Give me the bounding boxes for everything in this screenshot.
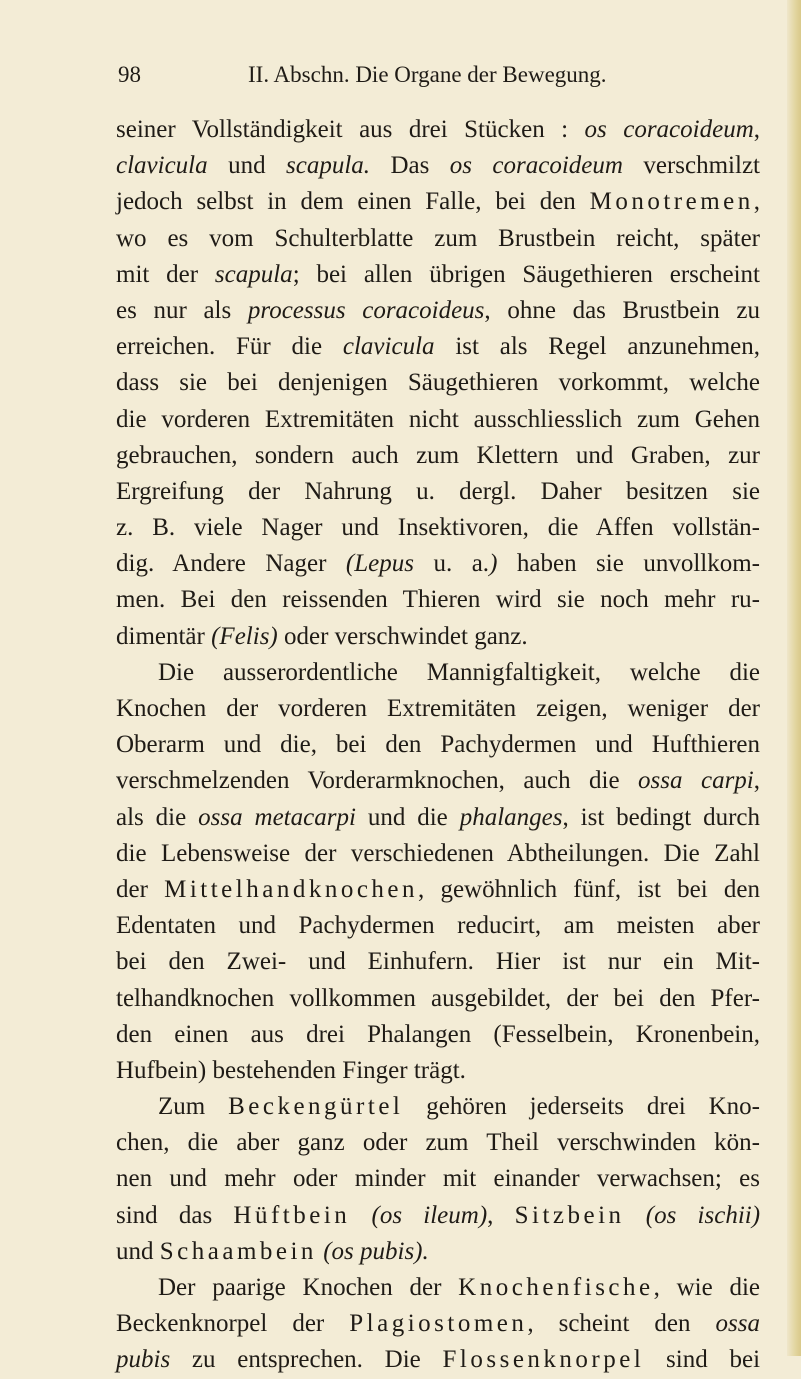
text-line bbox=[116, 510, 760, 546]
text-run: , wie die bbox=[653, 1274, 760, 1301]
text-line bbox=[116, 1125, 760, 1161]
italic-term: (Lepus bbox=[345, 550, 414, 578]
text-line bbox=[116, 1306, 760, 1342]
text-run: Die ausserordentliche Mannigfaltigkeit, welche die bbox=[158, 658, 760, 686]
text-line bbox=[116, 148, 760, 184]
text-run: ; bei allen übrigen Säugethieren erscheint bbox=[292, 260, 760, 288]
page-number: 98 bbox=[118, 62, 141, 87]
text-run: z. B. viele Nager und Insektivoren, die Affen vollstän- bbox=[116, 514, 760, 542]
text-line bbox=[116, 1342, 760, 1378]
text-run: jedoch selbst in dem einen Falle, bei den bbox=[116, 188, 590, 216]
text-run: Zum bbox=[158, 1093, 229, 1121]
italic-term: pubis bbox=[116, 1346, 171, 1374]
text-run: dass sie bei denjenigen Säugethieren vorkommt, welche bbox=[116, 369, 760, 397]
italic-term: phalanges bbox=[459, 803, 563, 831]
text-line bbox=[116, 1270, 760, 1306]
text-run: dimentär bbox=[116, 622, 212, 650]
text-run: Der paarige Knochen der bbox=[158, 1274, 459, 1301]
text-run: , ohne das Brustbein zu bbox=[484, 296, 761, 324]
text-run: nen und mehr oder minder mit einander verwachsen; es bbox=[116, 1165, 760, 1193]
text-run: bei den Zwei- und Einhufern. Hier ist nur ein Mit- bbox=[116, 948, 760, 976]
italic-term: (Felis) bbox=[211, 622, 278, 650]
spaced-term: Hüftbein bbox=[233, 1201, 351, 1229]
text-run: verschmelzenden Vorderarmknochen, auch die bbox=[116, 767, 639, 795]
text-run: die Lebensweise der verschiedenen Abtheilungen. Die Zahl bbox=[116, 839, 760, 867]
body-text bbox=[116, 112, 760, 1379]
spaced-term: Monotremen bbox=[589, 188, 754, 216]
text-run bbox=[350, 1202, 371, 1229]
italic-term: os coracoideum bbox=[449, 152, 623, 180]
text-run: , scheint den bbox=[527, 1310, 716, 1338]
text-run: Hufbein) bestehenden Finger trägt. bbox=[116, 1056, 466, 1084]
text-run: und die bbox=[355, 803, 460, 831]
text-line bbox=[116, 474, 760, 510]
spaced-term: Knochenfische bbox=[458, 1274, 654, 1301]
text-run: mit der bbox=[116, 260, 215, 288]
text-run: Edentaten und Pachydermen reducirt, am meisten aber bbox=[116, 912, 760, 940]
text-line bbox=[116, 402, 760, 438]
text-run: , bbox=[753, 116, 760, 143]
text-line bbox=[116, 257, 760, 293]
text-run: erreichen. Für die bbox=[116, 333, 343, 361]
text-run: , bbox=[753, 767, 760, 795]
text-line bbox=[116, 329, 760, 365]
spaced-term: Mittelhandknochen bbox=[164, 875, 419, 903]
italic-term: scapula. bbox=[286, 152, 371, 180]
page-edge bbox=[787, 0, 801, 1356]
text-run: Beckenknorpel der bbox=[116, 1310, 350, 1338]
running-title: II. Abschn. Die Organe der Bewegung. bbox=[248, 62, 607, 87]
text-line bbox=[116, 872, 760, 908]
text-line bbox=[116, 546, 760, 582]
text-line bbox=[116, 727, 760, 763]
text-run: , gewöhnlich fünf, ist bei den bbox=[418, 875, 760, 903]
text-line bbox=[116, 763, 760, 799]
running-header bbox=[118, 62, 678, 88]
text-run: seiner Vollständigkeit aus drei Stücken : bbox=[116, 116, 585, 143]
italic-term: (os pubis). bbox=[323, 1237, 429, 1265]
text-run: zu entsprechen. Die bbox=[170, 1346, 443, 1374]
text-line bbox=[116, 1089, 760, 1125]
italic-term: ossa bbox=[715, 1310, 760, 1338]
text-line bbox=[116, 221, 760, 257]
text-line bbox=[116, 1198, 760, 1234]
italic-term: clavicula bbox=[342, 333, 435, 361]
text-run: , bbox=[753, 188, 760, 216]
spaced-term: Sitzbein bbox=[514, 1201, 625, 1229]
spaced-term: Flossenknorpel bbox=[442, 1346, 645, 1374]
text-line bbox=[116, 981, 760, 1017]
text-line bbox=[116, 112, 760, 148]
text-run: haben sie unvollkom- bbox=[497, 550, 760, 578]
text-line bbox=[116, 1234, 760, 1270]
text-run: , bbox=[487, 1201, 515, 1229]
text-run: der bbox=[116, 875, 165, 903]
text-line bbox=[116, 619, 760, 655]
text-run: , ist bedingt durch bbox=[562, 803, 761, 831]
text-run: als die bbox=[116, 803, 199, 831]
text-run: gehören jederseits drei Kno- bbox=[403, 1093, 760, 1121]
text-line bbox=[116, 1053, 760, 1089]
italic-term: scapula bbox=[214, 260, 293, 288]
text-run: Oberarm und die, bei den Pachydermen und Hufthieren bbox=[116, 731, 760, 759]
text-line bbox=[116, 836, 760, 872]
italic-term: ossa metacarpi bbox=[198, 803, 356, 831]
italic-term: (os ileum) bbox=[371, 1201, 488, 1229]
text-run: die vorderen Extremitäten nicht ausschliesslich zum Gehen bbox=[116, 405, 760, 433]
text-run: ist als Regel anzunehmen, bbox=[434, 333, 760, 361]
text-line bbox=[116, 800, 760, 836]
spaced-term: Plagiostomen bbox=[349, 1310, 528, 1338]
text-line bbox=[116, 944, 760, 980]
text-line bbox=[116, 655, 760, 691]
text-line bbox=[116, 1161, 760, 1197]
text-line bbox=[116, 365, 760, 401]
italic-term: ossa carpi bbox=[638, 767, 754, 795]
text-run: oder verschwindet ganz. bbox=[277, 622, 528, 650]
italic-term: os coracoideum bbox=[584, 116, 754, 143]
text-run: Knochen der vorderen Extremitäten zeigen, weniger der bbox=[116, 695, 760, 722]
text-line bbox=[116, 908, 760, 944]
text-run: Das bbox=[370, 152, 450, 180]
text-run: u. a. bbox=[413, 550, 490, 578]
text-run: sind bei bbox=[644, 1346, 761, 1374]
text-run: und bbox=[207, 152, 286, 180]
italic-term: clavicula bbox=[116, 152, 208, 180]
text-run: verschmilzt bbox=[622, 152, 760, 180]
spaced-term: Schaambein bbox=[159, 1237, 317, 1265]
text-line bbox=[116, 438, 760, 474]
text-run: wo es vom Schulterblatte zum Brustbein reicht, später bbox=[116, 224, 760, 252]
text-run: dig. Andere Nager bbox=[116, 550, 346, 578]
text-run: es nur als bbox=[116, 296, 248, 324]
spaced-term: Beckengürtel bbox=[228, 1093, 404, 1121]
text-line bbox=[116, 293, 760, 329]
text-line bbox=[116, 582, 760, 618]
text-run: men. Bei den reissenden Thieren wird sie noch mehr ru- bbox=[116, 586, 760, 614]
italic-term: ) bbox=[489, 550, 498, 578]
text-run: Ergreifung der Nahrung u. dergl. Daher besitzen sie bbox=[116, 477, 760, 505]
text-run: chen, die aber ganz oder zum Theil verschwinden kön- bbox=[116, 1129, 760, 1157]
text-run: den einen aus drei Phalangen (Fesselbein, Kronenbein, bbox=[116, 1020, 760, 1048]
text-run bbox=[625, 1202, 646, 1229]
text-run: sind das bbox=[116, 1201, 234, 1229]
text-line bbox=[116, 1017, 760, 1053]
text-run: gebrauchen, sondern auch zum Klettern und Graben, zur bbox=[116, 441, 760, 469]
text-run: und bbox=[116, 1237, 160, 1265]
italic-term: (os ischii) bbox=[645, 1201, 761, 1229]
italic-term: processus coracoideus bbox=[247, 296, 485, 324]
text-line bbox=[116, 184, 760, 220]
text-line bbox=[116, 691, 760, 727]
text-run: telhandknochen vollkommen ausgebildet, der bei den Pfer- bbox=[116, 984, 760, 1012]
